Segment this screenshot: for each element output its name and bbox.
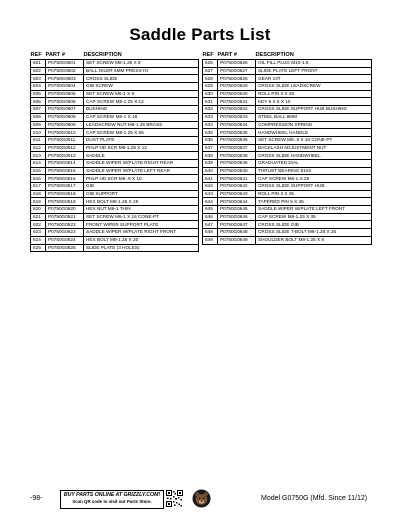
- table-row: [203, 175, 372, 183]
- part-number: P0750G0630: [218, 90, 256, 98]
- ref-number: 640: [203, 167, 218, 175]
- ref-number: 626: [203, 60, 218, 68]
- table-row: [31, 90, 199, 98]
- part-description: SET SCREW M6-1 X 16 CONE-PT: [84, 213, 199, 221]
- table-row: [31, 183, 199, 191]
- ref-number: 618: [31, 190, 46, 198]
- ref-number: 611: [31, 136, 46, 144]
- ref-number: 634: [203, 121, 218, 129]
- part-number: P0750G0619: [46, 198, 84, 206]
- table-row: [31, 221, 199, 229]
- part-description: SLIDE PLATE (3 HOLES): [84, 244, 199, 252]
- ref-number: 641: [203, 175, 218, 183]
- part-description: SET SCREW M6-1 X 8: [84, 90, 199, 98]
- table-row: [203, 198, 372, 206]
- part-description: SADDLE: [84, 152, 199, 160]
- part-description: ROLL PIN 3 X 25: [256, 190, 372, 198]
- promo-headline: BUY PARTS ONLINE AT GRIZZLY.COM!: [63, 492, 161, 498]
- part-number: P0750G0637: [218, 144, 256, 152]
- ref-number: 625: [31, 244, 46, 252]
- part-description: HANDWHEEL HANDLE: [256, 129, 372, 137]
- ref-number: 638: [203, 152, 218, 160]
- ref-number: 603: [31, 75, 46, 83]
- part-description: CROSS SLIDE SUPPORT HUB BUSHING: [256, 106, 372, 114]
- table-row: [203, 75, 372, 83]
- part-description: CAP SCREW M8-1.25 X 12: [84, 98, 199, 106]
- part-description: KEY 5 X 5 X 10: [256, 98, 372, 106]
- ref-number: 620: [31, 206, 46, 214]
- table-row: [31, 244, 199, 252]
- ref-number: 639: [203, 159, 218, 167]
- part-number: P0750G0602: [46, 67, 84, 75]
- ref-number: 649: [203, 236, 218, 244]
- part-number: P0750G0614: [46, 159, 84, 167]
- ref-number: 645: [203, 206, 218, 214]
- part-description: BALL OILER 6MM PRESS-IN: [84, 67, 199, 75]
- part-number: P0750G0601: [46, 60, 84, 68]
- ref-number: 606: [31, 98, 46, 106]
- ref-number: 642: [203, 183, 218, 191]
- table-row: [31, 136, 199, 144]
- table-row: [203, 113, 372, 121]
- table-row: [31, 83, 199, 91]
- ref-number: 617: [31, 183, 46, 191]
- page-number: -98-: [30, 495, 43, 502]
- part-number: P0750G0617: [46, 183, 84, 191]
- table-row: [203, 183, 372, 191]
- part-description: PHLP HD SCR M8-1.25 X 12: [84, 144, 199, 152]
- table-row: [31, 213, 199, 221]
- part-number: P0750G0632: [218, 106, 256, 114]
- part-description: CROSS SLIDE T-BOLT M8-1.25 X 25: [256, 229, 372, 237]
- table-header-row: [203, 52, 372, 60]
- ref-number: 627: [203, 67, 218, 75]
- ref-number: 607: [31, 106, 46, 114]
- part-number: P0750G0609: [46, 121, 84, 129]
- ref-number: 622: [31, 221, 46, 229]
- part-description: HEX BOLT M8-1.25 X 25: [84, 198, 199, 206]
- part-number: P0750G0610: [46, 129, 84, 137]
- ref-number: 633: [203, 113, 218, 121]
- part-description: COMPRESSION SPRING: [256, 121, 372, 129]
- part-number: P0750G0621: [46, 213, 84, 221]
- part-description: HEX NUT M6-1 THIN: [84, 206, 199, 214]
- part-number: P0750G0649: [218, 236, 256, 244]
- part-number: P0750G0616: [46, 175, 84, 183]
- part-description: CROSS SLIDE SUPPORT HUB: [256, 183, 372, 191]
- ref-number: 647: [203, 221, 218, 229]
- part-description: BACKLASH ADJUSTMENT NUT: [256, 144, 372, 152]
- part-description: SADDLE WIPER W/PLATE RIGHT FRONT: [84, 229, 199, 237]
- parts-table-right: [202, 52, 372, 245]
- ref-header: REF: [202, 52, 214, 58]
- description-header: DESCRIPTION: [255, 52, 294, 58]
- qr-code-icon[interactable]: [166, 490, 183, 507]
- part-description: GEAR 13T: [256, 75, 372, 83]
- table-row: [203, 136, 372, 144]
- part-number-header: PART #: [45, 52, 65, 58]
- table-row: [203, 213, 372, 221]
- table-row: [31, 67, 199, 75]
- part-number: P0750G0611: [46, 136, 84, 144]
- table-row: [31, 106, 199, 114]
- table-row: [31, 144, 199, 152]
- part-description: CROSS SLIDE: [84, 75, 199, 83]
- part-number: P0750G0642: [218, 183, 256, 191]
- ref-number: 601: [31, 60, 46, 68]
- ref-number: 630: [203, 90, 218, 98]
- part-description: ROLL PIN 3 X 28: [256, 90, 372, 98]
- part-description: GIB SCREW: [84, 83, 199, 91]
- part-number: P0750G0634: [218, 121, 256, 129]
- part-description: SADDLE WIPER W/PLATE RIGHT REAR: [84, 159, 199, 167]
- ref-number: 616: [31, 175, 46, 183]
- part-number: P0750G0622: [46, 221, 84, 229]
- part-description: SET SCREW M8-1.25 X 8: [84, 60, 199, 68]
- part-number: P0750G0613: [46, 152, 84, 160]
- part-number: P0750G0641: [218, 175, 256, 183]
- part-description: LEADSCREW NUT M8-1.25 BRASS: [84, 121, 199, 129]
- part-number: P0750G0647: [218, 221, 256, 229]
- ref-number: 643: [203, 190, 218, 198]
- table-row: [31, 206, 199, 214]
- table-row: [203, 190, 372, 198]
- ref-number: 610: [31, 129, 46, 137]
- part-number: P0750G0608: [46, 113, 84, 121]
- promo-subtext: Scan QR code to visit our Parts Store.: [72, 499, 152, 504]
- ref-number: 612: [31, 144, 46, 152]
- part-number: P0750G0635: [218, 129, 256, 137]
- part-description: GIB SUPPORT: [84, 190, 199, 198]
- part-number: P0750G0618: [46, 190, 84, 198]
- ref-number: 604: [31, 83, 46, 91]
- ref-number: 631: [203, 98, 218, 106]
- table-row: [203, 60, 372, 68]
- ref-number: 613: [31, 152, 46, 160]
- table-header-row: [31, 52, 199, 60]
- model-label: Model G0750G (Mfd. Since 11/12): [261, 495, 368, 502]
- table-row: [203, 144, 372, 152]
- part-description: GIB: [84, 183, 199, 191]
- part-number: P0750G0633: [218, 113, 256, 121]
- table-row: [31, 236, 199, 244]
- part-description: CAP SCREW M8-1.25 X 35: [256, 213, 372, 221]
- part-description: CAP SCREW M6-1 X 18: [84, 113, 199, 121]
- part-number: P0750G0648: [218, 229, 256, 237]
- part-description: THRUST BEARING 8102: [256, 167, 372, 175]
- part-number: P0750G0628: [218, 75, 256, 83]
- table-row: [203, 221, 372, 229]
- part-description: CAP SCREW M8-1.25 X 55: [84, 129, 199, 137]
- table-row: [203, 106, 372, 114]
- table-row: [31, 152, 199, 160]
- page-title: Saddle Parts List: [129, 25, 271, 44]
- part-number: P0750G0640: [218, 167, 256, 175]
- part-number: P0750G0623: [46, 229, 84, 237]
- part-description: OIL FILL PLUG M10-1.5: [256, 60, 372, 68]
- ref-number: 609: [31, 121, 46, 129]
- table-row: [31, 113, 199, 121]
- parts-table-left-body: [31, 60, 199, 252]
- part-description: HEX BOLT M8-1.25 X 20: [84, 236, 199, 244]
- ref-header: REF: [30, 52, 42, 58]
- part-number: P0750G0607: [46, 106, 84, 114]
- ref-number: 637: [203, 144, 218, 152]
- part-number: P0750G0604: [46, 83, 84, 91]
- table-row: [203, 236, 372, 244]
- ref-number: 635: [203, 129, 218, 137]
- ref-number: 624: [31, 236, 46, 244]
- part-number: P0750G0612: [46, 144, 84, 152]
- part-number: P0750G0605: [46, 90, 84, 98]
- part-description: FRONT WIPER SUPPORT PLATE: [84, 221, 199, 229]
- table-row: [203, 152, 372, 160]
- parts-store-promo-box: [60, 490, 164, 509]
- part-number: P0750G0625: [46, 244, 84, 252]
- part-description: CROSS SLIDE LEADSCREW: [256, 83, 372, 91]
- ref-number: 605: [31, 90, 46, 98]
- ref-number: 636: [203, 136, 218, 144]
- part-description: GRADUATED DIAL: [256, 159, 372, 167]
- part-number: P0750G0636: [218, 136, 256, 144]
- part-description: BUSHING: [84, 106, 199, 114]
- ref-number: 623: [31, 229, 46, 237]
- table-row: [31, 121, 199, 129]
- part-number: P0750G0639: [218, 159, 256, 167]
- ref-number: 629: [203, 83, 218, 91]
- table-row: [31, 175, 199, 183]
- table-row: [31, 98, 199, 106]
- part-description: SET SCREW M5-.8 X 16 CONE-PT: [256, 136, 372, 144]
- table-row: [31, 159, 199, 167]
- grizzly-bear-logo: [192, 489, 211, 508]
- table-row: [31, 129, 199, 137]
- part-number: P0750G0643: [218, 190, 256, 198]
- part-number: P0750G0645: [218, 206, 256, 214]
- part-description: STEEL BALL 6MM: [256, 113, 372, 121]
- table-row: [203, 98, 372, 106]
- part-description: DUST PLATE: [84, 136, 199, 144]
- ref-number: 628: [203, 75, 218, 83]
- table-row: [203, 129, 372, 137]
- table-row: [203, 206, 372, 214]
- part-description: PHLP HD SCR M5-.8 X 10: [84, 175, 199, 183]
- part-number: P0750G0638: [218, 152, 256, 160]
- ref-number: 608: [31, 113, 46, 121]
- table-row: [203, 159, 372, 167]
- table-row: [31, 190, 199, 198]
- ref-number: 619: [31, 198, 46, 206]
- table-row: [203, 167, 372, 175]
- part-number: P0750G0606: [46, 98, 84, 106]
- table-row: [203, 229, 372, 237]
- ref-number: 646: [203, 213, 218, 221]
- part-description: TAPERED PIN 5 X 45: [256, 198, 372, 206]
- part-number: P0750G0646: [218, 213, 256, 221]
- part-description: SHOULDER BOLT M8-1.25 X 8: [256, 236, 372, 244]
- part-number: P0750G0644: [218, 198, 256, 206]
- part-number-header: PART #: [217, 52, 237, 58]
- ref-number: 621: [31, 213, 46, 221]
- part-number: P0750G0624: [46, 236, 84, 244]
- part-description: CROSS SLIDE GIB: [256, 221, 372, 229]
- part-number: P0750G0631: [218, 98, 256, 106]
- description-header: DESCRIPTION: [83, 52, 122, 58]
- part-number: P0750G0603: [46, 75, 84, 83]
- table-row: [203, 90, 372, 98]
- table-row: [203, 121, 372, 129]
- table-row: [203, 83, 372, 91]
- ref-number: 615: [31, 167, 46, 175]
- part-number: P0750G0627: [218, 67, 256, 75]
- table-row: [31, 198, 199, 206]
- part-description: CAP SCREW M6-1 X 25: [256, 175, 372, 183]
- table-row: [31, 229, 199, 237]
- table-row: [203, 67, 372, 75]
- ref-number: 632: [203, 106, 218, 114]
- ref-number: 644: [203, 198, 218, 206]
- table-row: [31, 75, 199, 83]
- part-description: SADDLE WIPER W/PLATE LEFT REAR: [84, 167, 199, 175]
- part-number: P0750G0615: [46, 167, 84, 175]
- part-description: SLIDE PLATE LEFT FRONT: [256, 67, 372, 75]
- page-footer: [0, 488, 400, 512]
- part-number: P0750G0626: [218, 60, 256, 68]
- parts-table-left: [30, 52, 199, 252]
- part-description: SADDLE WIPER W/PLATE LEFT FRONT: [256, 206, 372, 214]
- part-number: P0750G0629: [218, 83, 256, 91]
- ref-number: 648: [203, 229, 218, 237]
- part-number: P0750G0620: [46, 206, 84, 214]
- part-description: CROSS SLIDE HANDWHEEL: [256, 152, 372, 160]
- ref-number: 614: [31, 159, 46, 167]
- ref-number: 602: [31, 67, 46, 75]
- parts-table-right-body: [203, 60, 372, 245]
- table-row: [31, 60, 199, 68]
- table-row: [31, 167, 199, 175]
